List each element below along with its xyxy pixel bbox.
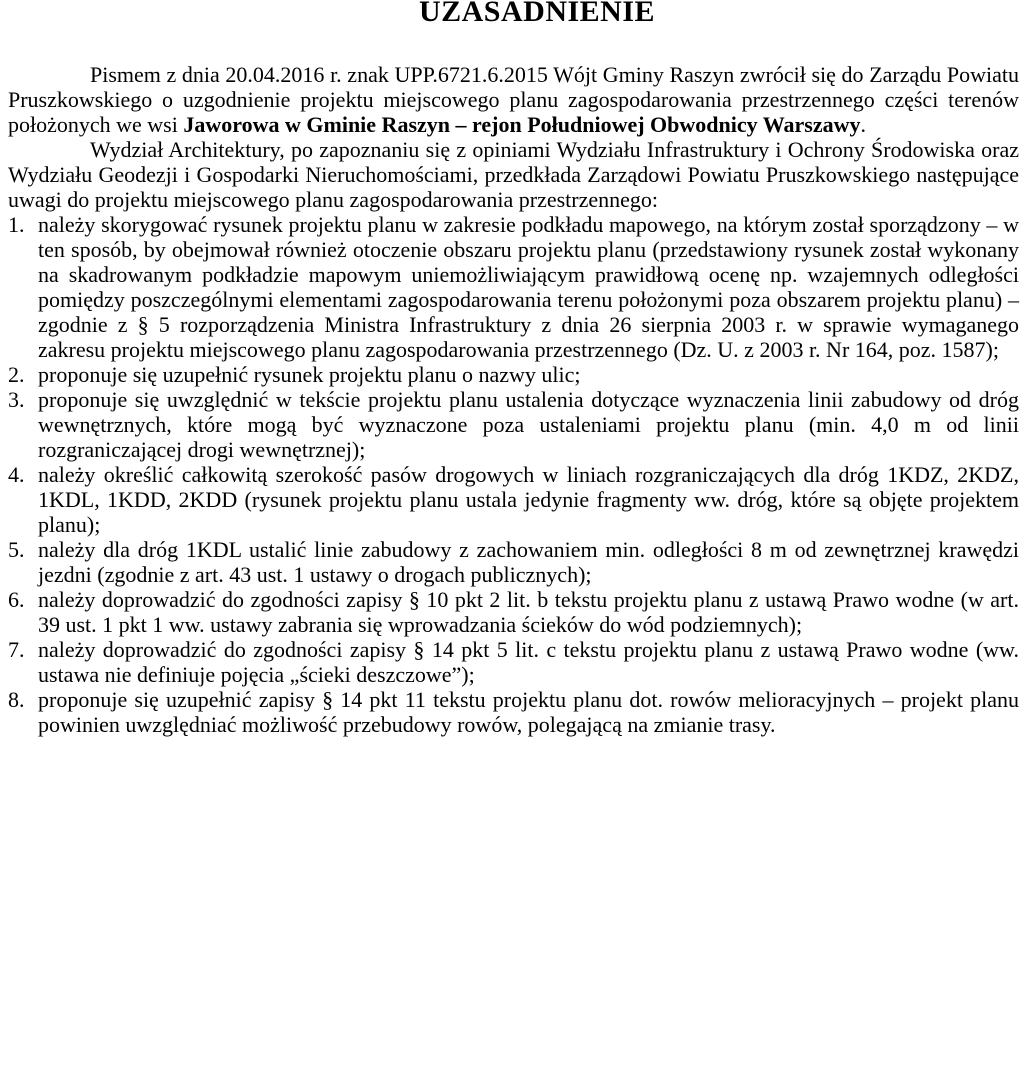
list-item [8, 462, 1019, 537]
list-item [8, 362, 1019, 387]
document-body [8, 62, 1019, 737]
list-item-number: 7. [8, 637, 25, 662]
remarks-list [8, 212, 1019, 737]
list-item [8, 637, 1019, 687]
list-item [8, 687, 1019, 737]
list-item-text: należy określić całkowitą szerokość pasów drogowych w liniach rozgraniczających dla dróg 1KDZ, 2KDZ, 1KDL, 1KDD, 2KDD (rysunek projektu planu ustala jedynie fragmenty ww. dróg, które są objęte projektem planu); [38, 462, 1019, 537]
intro-text: Pismem z dnia 20.04.2016 r. znak UPP.6721.6.2015 Wójt Gminy Raszyn zwrócił się do Zarządu Powiatu Pruszkowskiego o uzgodnienie projektu miejscowego planu zagospodarowania przestrzennego części terenów położonych we wsi [8, 62, 1019, 137]
list-item-number: 8. [8, 687, 25, 712]
list-item-number: 3. [8, 387, 25, 412]
list-item-number: 1. [8, 212, 25, 237]
list-item-text: proponuje się uzupełnić rysunek projektu planu o nazwy ulic; [38, 362, 581, 387]
intro-location-bold: Jaworowa w Gminie Raszyn – rejon Południowej Obwodnicy Warszawy [183, 112, 861, 137]
intro-text-end: . [860, 112, 866, 137]
list-item [8, 387, 1019, 462]
list-item-number: 2. [8, 362, 25, 387]
remarks-intro-paragraph: Wydział Architektury, po zapoznaniu się z opiniami Wydziału Infrastruktury i Ochrony Środowiska oraz Wydziału Geodezji i Gospodarki Nieruchomościami, przedkłada Zarządowi Powiatu Pruszkowskiego następujące uwagi do projektu miejscowego planu zagospodarowania przestrzennego: [8, 137, 1019, 212]
list-item-text: proponuje się uzupełnić zapisy § 14 pkt 11 tekstu projektu planu dot. rowów melioracyjnych – projekt planu powinien uwzględniać możliwość przebudowy rowów, polegającą na zmianie trasy. [38, 687, 1019, 737]
list-item-number: 4. [8, 462, 25, 487]
list-item-text: należy dla dróg 1KDL ustalić linie zabudowy z zachowaniem min. odległości 8 m od zewnętrznej krawędzi jezdni (zgodnie z art. 43 ust. 1 ustawy o drogach publicznych); [38, 537, 1019, 587]
list-item [8, 587, 1019, 637]
list-item-number: 6. [8, 587, 25, 612]
list-item-text: proponuje się uwzględnić w tekście projektu planu ustalenia dotyczące wyznaczenia linii zabudowy od dróg wewnętrznych, które mogą być wyznaczone poza ustaleniami projektu planu (min. 4,0 m od linii rozgraniczającej drogi wewnętrznej); [38, 387, 1019, 462]
intro-paragraph [8, 62, 1019, 137]
list-item [8, 537, 1019, 587]
list-item-number: 5. [8, 537, 25, 562]
document-title: UZASADNIENIE [418, 0, 656, 28]
list-item [8, 212, 1019, 362]
list-item-text: należy skorygować rysunek projektu planu w zakresie podkładu mapowego, na którym został sporządzony – w ten sposób, by obejmował również otoczenie obszaru projektu planu (przedstawiony rysunek został wykonany na skadrowanym podkładzie mapowym uniemożliwiającym prawidłową ocenę np. wzajemnych odległości pomiędzy poszczególnymi elementami zagospodarowania terenu położonymi poza obszarem projektu planu) – zgodnie z § 5 rozporządzenia Ministra Infrastruktury z dnia 26 sierpnia 2003 r. w sprawie wymaganego zakresu projektu miejscowego planu zagospodarowania przestrzennego (Dz. U. z 2003 r. Nr 164, poz. 1587); [38, 212, 1019, 362]
list-item-text: należy doprowadzić do zgodności zapisy § 14 pkt 5 lit. c tekstu projektu planu z ustawą Prawo wodne (ww. ustawa nie definiuje pojęcia „ścieki deszczowe”); [38, 637, 1019, 687]
list-item-text: należy doprowadzić do zgodności zapisy § 10 pkt 2 lit. b tekstu projektu planu z ustawą Prawo wodne (w art. 39 ust. 1 pkt 1 ww. ustawy zabrania się wprowadzania ścieków do wód podziemnych); [38, 587, 1019, 637]
